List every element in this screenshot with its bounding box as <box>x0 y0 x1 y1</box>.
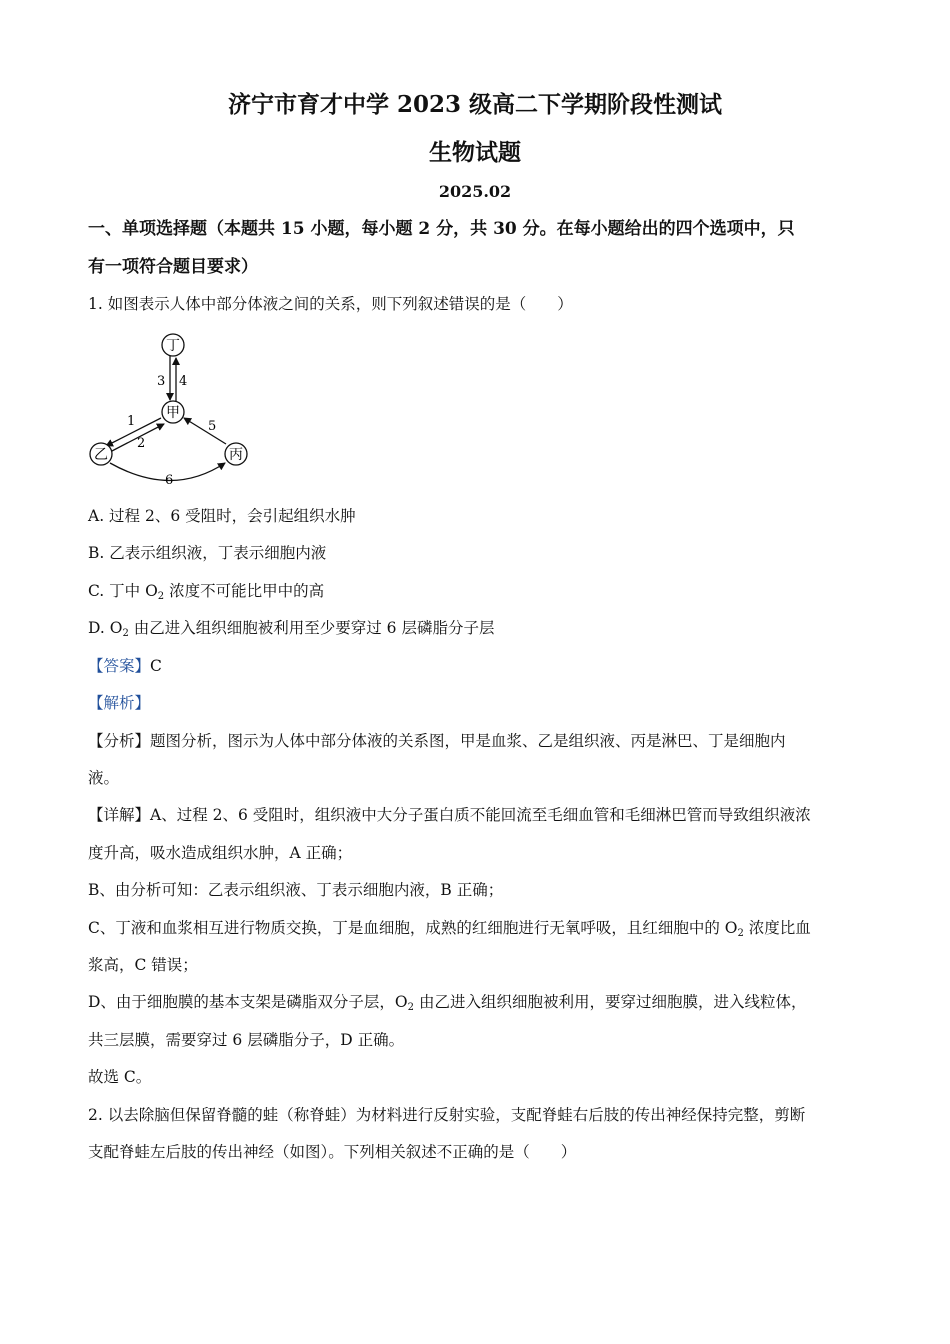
conclusion: 故选 C。 <box>88 1068 152 1086</box>
label-3: 3 <box>157 374 166 389</box>
xiangjie-line6: D、由于细胞膜的基本支架是磷脂双分子层，$O_2$ 由乙进入组织细胞被利用，要穿过细胞膜，进入线粒体， <box>88 993 807 1013</box>
option-a: A. 过程 2、6 受阻时，会引起组织水肿 <box>88 507 356 525</box>
label-1: 1 <box>127 414 136 429</box>
node-jia: 甲 <box>166 405 180 421</box>
xiangjie-line7: 共三层膜，需要穿过 6 层磷脂分子，D 正确。 <box>88 1031 405 1049</box>
question-2-line2: 支配脊蛙左后肢的传出神经（如图）。下列相关叙述不正确的是（ ） <box>88 1143 577 1161</box>
label-5: 5 <box>208 419 217 434</box>
answer-tag: 【答案】 <box>88 657 151 675</box>
xiangjie-line2: 度升高，吸水造成组织水肿，A 正确； <box>88 844 353 862</box>
answer-value: C <box>150 657 162 675</box>
xiangjie-line3: B、由分析可知：乙表示组织液、丁表示细胞内液，B 正确； <box>88 881 504 899</box>
label-2: 2 <box>137 436 146 451</box>
xiangjie-line5: 浆高，C 错误； <box>88 956 198 974</box>
xiangjie-line1: 【详解】A、过程 2、6 受阻时，组织液中大分子蛋白质不能回流至毛细血管和毛细淋巴管而导致组织液浓 <box>88 806 811 824</box>
node-ding: 丁 <box>166 338 180 354</box>
question-2-line1: 2. 以去除脑但保留脊髓的蛙（称脊蛙）为材料进行反射实验，支配脊蛙右后肢的传出神经保持完整，剪断 <box>88 1106 806 1124</box>
label-4: 4 <box>179 374 188 389</box>
option-c: C. 丁中 $O_2$ 浓度不可能比甲中的高 <box>88 582 325 602</box>
section-heading-line1: 一、单项选择题（本题共 15 小题，每小题 2 分，共 30 分。在每小题给出的四个选项中，只 <box>88 219 795 239</box>
exam-date: 2025.02 <box>438 182 512 201</box>
option-b: B. 乙表示组织液，丁表示细胞内液 <box>88 544 327 562</box>
analysis-tag: 【解析】 <box>88 694 151 712</box>
label-6: 6 <box>165 473 174 488</box>
arrow-5 <box>184 418 226 444</box>
exam-subtitle: 生物试题 <box>429 139 521 166</box>
answer-line <box>88 655 162 677</box>
option-d: D. $O_2$ 由乙进入组织细胞被利用至少要穿过 6 层磷脂分子层 <box>88 619 495 639</box>
node-bing: 丙 <box>229 447 243 463</box>
fenxi-line2: 液。 <box>88 769 120 787</box>
xiangjie-line4: C、丁液和血浆相互进行物质交换，丁是血细胞，成熟的红细胞进行无氧呼吸，且红细胞中的 $O_2$ 浓度比血 <box>88 919 811 939</box>
node-yi: 乙 <box>94 447 108 463</box>
exam-title: 济宁市育才中学 2023 级高二下学期阶段性测试 <box>227 91 723 118</box>
question-1-stem: 1. 如图表示人体中部分体液之间的关系，则下列叙述错误的是（ ） <box>88 295 573 313</box>
section-heading-line2: 有一项符合题目要求） <box>88 257 258 277</box>
body-fluid-diagram <box>84 330 264 490</box>
fenxi-line1: 【分析】题图分析，图示为人体中部分体液的关系图，甲是血浆、乙是组织液、丙是淋巴、丁是细胞内 <box>88 732 786 750</box>
